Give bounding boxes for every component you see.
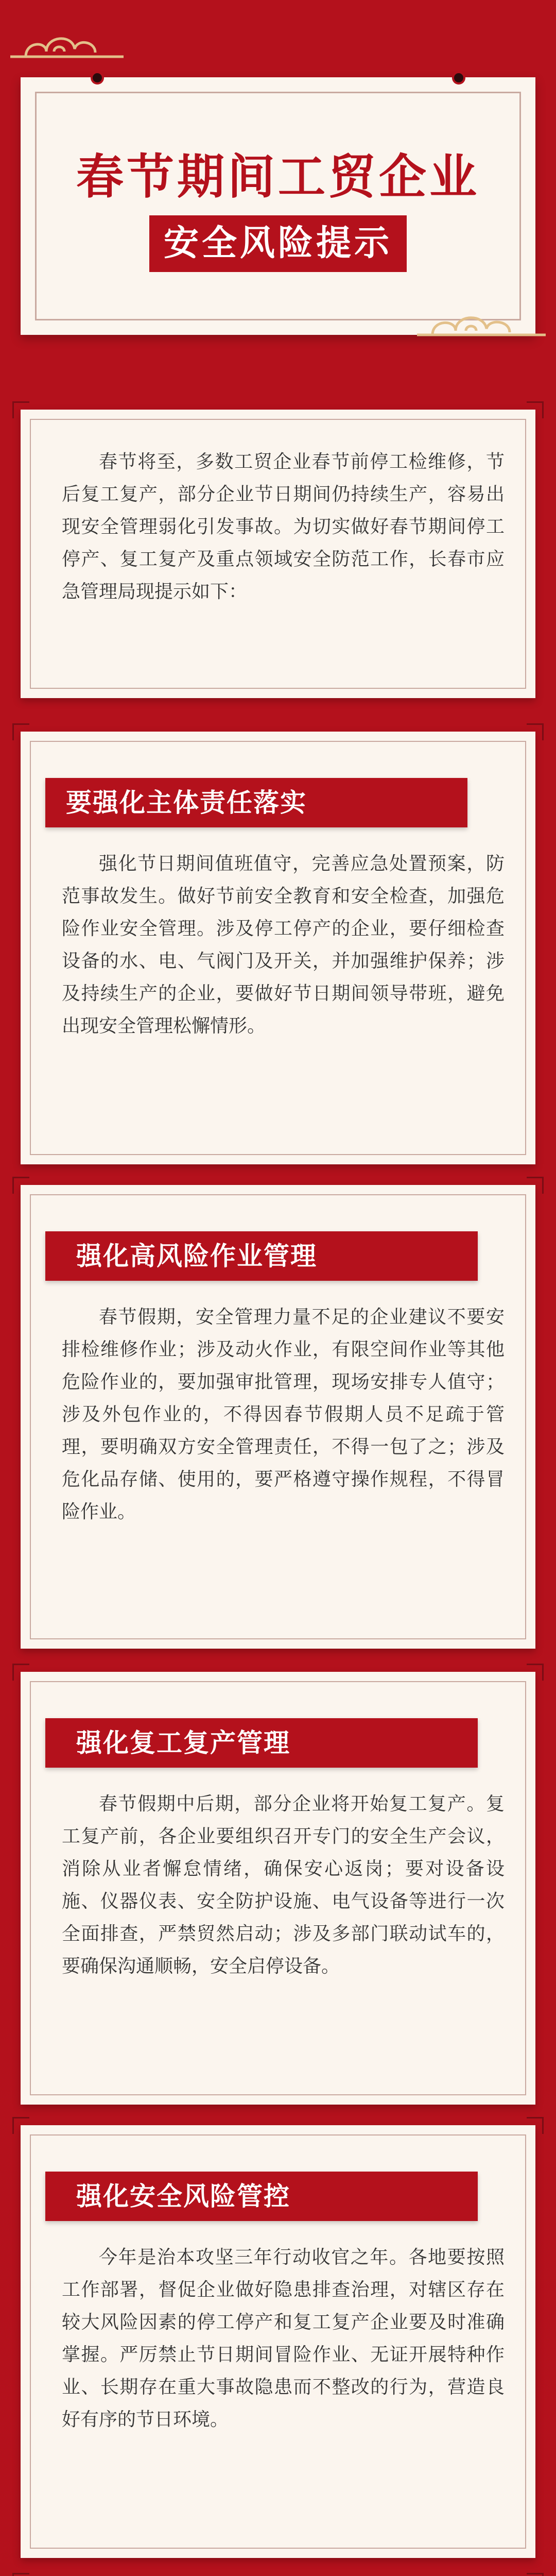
cloud-decoration-icon: [5, 21, 139, 67]
intro-text: 春节将至，多数工贸企业春节前停工检维修，节后复工复产，部分企业节日期间仍持续生产，容易出现安全管理弱化引发事故。为切实做好春节期间停工停产、复工复产及重点领域安全防范工作，长春市应急管理局现提示如下：: [62, 451, 505, 602]
corner-decoration-icon: [527, 723, 544, 740]
cloud-decoration-icon: [412, 304, 551, 345]
corner-decoration-icon: [527, 401, 544, 418]
section-text: 春节假期，安全管理力量不足的企业建议不要安排检维修作业；涉及动火作业，有限空间作业等其他危险作业的，要加强审批管理，现场安排专人值守；涉及外包作业的，不得因春节假期人员不足疏于管理，要明确双方安全管理责任，不得一包了之；涉及危化品存储、使用的，要严格遵守操作规程，不得冒险作业。: [62, 1307, 505, 1522]
section-card: [21, 1185, 535, 1649]
section-card: [21, 1672, 535, 2105]
corner-decoration-icon: [12, 2573, 29, 2576]
pin-icon: [93, 73, 102, 82]
corner-decoration-icon: [527, 1177, 544, 1194]
corner-decoration-icon: [527, 2573, 544, 2576]
corner-decoration-icon: [12, 401, 29, 418]
corner-decoration-icon: [12, 1664, 29, 1681]
section-heading: 强化复工复产管理: [45, 1718, 478, 1768]
page-subtitle: 安全风险提示: [149, 215, 407, 272]
section-heading: 强化高风险作业管理: [45, 1231, 478, 1281]
section-text: 春节假期中后期，部分企业将开始复工复产。复工复产前，各企业要组织召开专门的安全生产会议，消除从业者懈怠情绪，确保安心返岗；要对设备设施、仪器仪表、安全防护设施、电气设备等进行一次全面排查，严禁贸然启动；涉及多部门联动试车的，要确保沟通顺畅，安全启停设备。: [62, 1793, 505, 1977]
corner-decoration-icon: [527, 1664, 544, 1681]
corner-decoration-icon: [12, 723, 29, 740]
section-heading: 要强化主体责任落实: [45, 778, 467, 827]
section-text: 强化节日期间值班值守，完善应急处置预案，防范事故发生。做好节前安全教育和安全检查，加强危险作业安全管理。涉及停工停产的企业，要仔细检查设备的水、电、气阀门及开关，并加强维护保养；涉及持续生产的企业，要做好节日期间领导带班，避免出现安全管理松懈情形。: [62, 853, 505, 1037]
corner-decoration-icon: [12, 1177, 29, 1194]
title-board: [21, 77, 535, 335]
section-text: 今年是治本攻坚三年行动收官之年。各地要按照工作部署，督促企业做好隐患排查治理，对辖区存在较大风险因素的停工停产和复工复产企业要及时准确掌握。严厉禁止节日期间冒险作业、无证开展特种作业、长期存在重大事故隐患而不整改的行为，营造良好有序的节日环境。: [62, 2247, 505, 2430]
section-card: [21, 2125, 535, 2558]
page-title: 春节期间工贸企业: [76, 149, 480, 205]
pin-icon: [454, 73, 463, 82]
corner-decoration-icon: [527, 2117, 544, 2134]
intro-card: [21, 410, 535, 698]
corner-decoration-icon: [12, 2117, 29, 2134]
section-heading: 强化安全风险管控: [45, 2172, 478, 2221]
section-card: [21, 732, 535, 1164]
